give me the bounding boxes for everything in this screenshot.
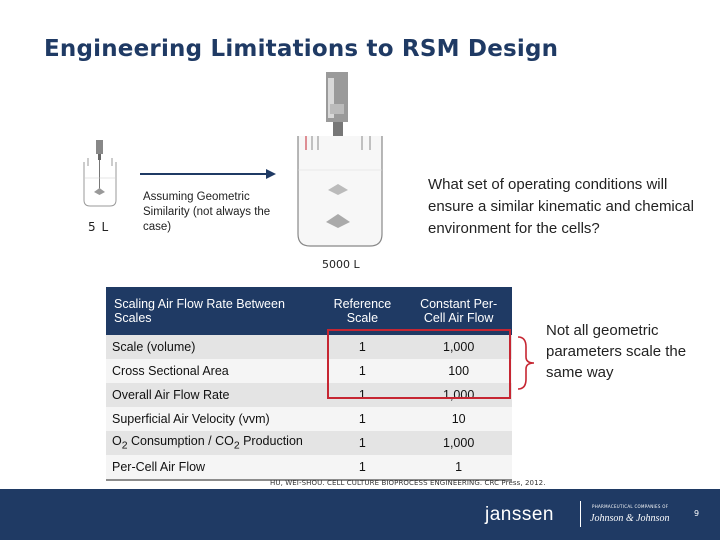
parameter-cell bbox=[106, 431, 320, 455]
column-header: Reference Scale bbox=[320, 287, 406, 335]
parameter-cell: Per-Cell Air Flow bbox=[106, 455, 320, 480]
parameter-text: O bbox=[112, 434, 122, 449]
footer-divider bbox=[580, 501, 581, 527]
constant-cell: 1 bbox=[405, 455, 512, 480]
parameter-cell: Cross Sectional Area bbox=[106, 359, 320, 383]
geometric-similarity-caption: Assuming Geometric Similarity (not always the case) bbox=[143, 191, 271, 233]
page-number: 9 bbox=[694, 509, 700, 518]
constant-cell: 1,000 bbox=[405, 431, 512, 455]
table-row bbox=[106, 407, 512, 431]
parameter-text: Production bbox=[239, 434, 303, 449]
column-header: Constant Per-Cell Air Flow bbox=[405, 287, 512, 335]
geometric-note: Not all geometric parameters scale the same way bbox=[546, 322, 687, 381]
reference-cell: 1 bbox=[320, 407, 406, 431]
reference-cell: 1 bbox=[320, 335, 406, 359]
table-row bbox=[106, 455, 512, 480]
parameter-cell: Superficial Air Velocity (vvm) bbox=[106, 407, 320, 431]
reference-cell: 1 bbox=[320, 455, 406, 480]
highlight-box bbox=[327, 329, 511, 399]
arrow-right-icon bbox=[138, 168, 278, 180]
constant-cell: 100 bbox=[405, 359, 512, 383]
footer-tagline: PHARMACEUTICAL COMPANIES OF bbox=[592, 504, 669, 509]
question-text: What set of operating conditions will ensure a similar kinematic and chemical environment for the cells? bbox=[428, 176, 694, 237]
constant-cell: 10 bbox=[405, 407, 512, 431]
slide-title: Engineering Limitations to RSM Design bbox=[44, 36, 559, 62]
reference-cell: 1 bbox=[320, 359, 406, 383]
large-bioreactor-icon bbox=[286, 70, 396, 250]
bracket-icon bbox=[516, 335, 540, 391]
large-vessel-label: 5000 L bbox=[322, 258, 360, 271]
parameter-cell: Overall Air Flow Rate bbox=[106, 383, 320, 407]
citation: HU, WEI-SHOU. CELL CULTURE BIOPROCESS ENGINEERING. CRC Press, 2012. bbox=[270, 479, 546, 487]
table-header-row bbox=[106, 287, 512, 335]
janssen-logo: janssen bbox=[485, 504, 554, 525]
subscript-2: 2 bbox=[121, 440, 128, 452]
jnj-logo: Johnson & Johnson bbox=[590, 513, 670, 524]
small-bioreactor-icon bbox=[80, 140, 120, 210]
parameter-cell: Scale (volume) bbox=[106, 335, 320, 359]
small-vessel-label: 5 L bbox=[88, 220, 110, 234]
constant-cell: 1,000 bbox=[405, 383, 512, 407]
column-header: Scaling Air Flow Rate Between Scales bbox=[106, 287, 320, 335]
parameter-text: Consumption / CO bbox=[127, 434, 234, 449]
reference-cell: 1 bbox=[320, 383, 406, 407]
subscript-2: 2 bbox=[233, 440, 240, 452]
reference-cell: 1 bbox=[320, 431, 406, 455]
table-row bbox=[106, 431, 512, 455]
constant-cell: 1,000 bbox=[405, 335, 512, 359]
